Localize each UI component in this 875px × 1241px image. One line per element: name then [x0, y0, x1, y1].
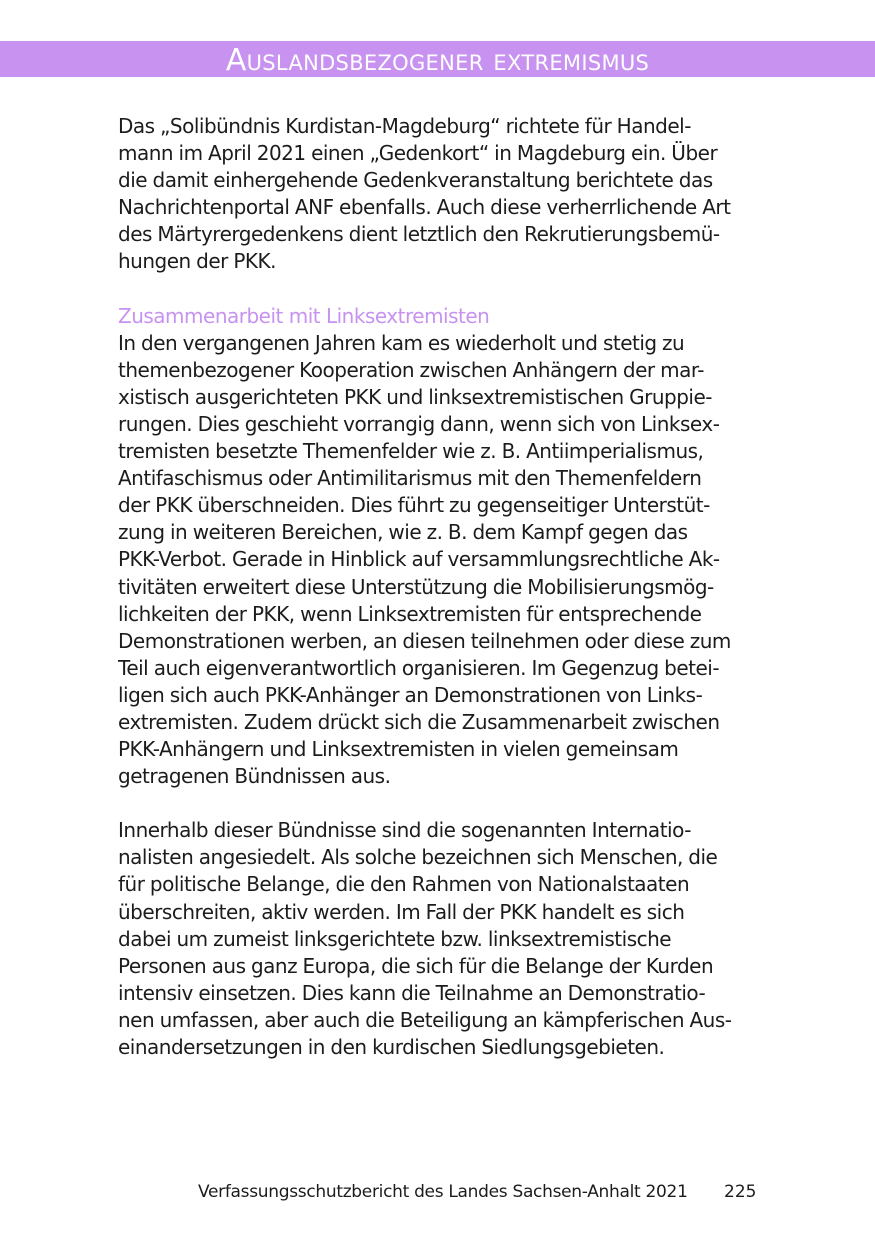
footer-publication-title: Verfassungsschutzbericht des Landes Sachsen-Anhalt 2021 — [198, 1182, 688, 1202]
section-header-title: Auslandsbezogener extremismus — [225, 43, 650, 78]
paragraph-spacer — [118, 790, 768, 817]
paragraph-spacer — [118, 276, 768, 303]
body-paragraph-2: In den vergangenen Jahren kam es wiederholt und stetig zu themenbezogener Kooperation zwischen Anhängern der mar- xistisch ausgerichteten PKK und linksextremistischen Gruppie- rungen. Dies geschieht vorrangig dann, wenn sich von Linksex- tremisten besetzte Themenfelder wie z. B. Antiimperialismus, Antifaschismus oder Antimilitarismus mit den Themenfeldern der PKK überschneiden. Dies führt zu gegenseitiger Unterstüt- zung in weiteren Bereichen, wie z. B. dem Kampf gegen das PKK-Verbot. Gerade in Hinblick auf versammlungsrechtliche Ak- tivitäten erweitert diese Unterstützung die Mobilisierungsmög- lichkeiten der PKK, wenn Linksextremisten für entsprechende Demonstrationen werben, an diesen teilnehmen oder diese zum Teil auch eigenverantwortlich organisieren. Im Gegenzug betei- ligen sich auch PKK-Anhänger an Demonstrationen von Links- extremisten. Zudem drückt sich die Zusammenarbeit zwischen PKK-Anhängern und Linksextremisten in vielen gemeinsam getragenen Bündnissen aus. — [118, 330, 731, 789]
body-paragraph-3: Innerhalb dieser Bündnisse sind die sogenannten Internatio- nalisten angesiedelt. Als solche bezeichnen sich Menschen, die für politische Belange, die den Rahmen von Nationalstaaten überschreiten, aktiv werden. Im Fall der PKK handelt es sich dabei um zumeist linksgerichtete bzw. linksextremistische Personen aus ganz Europa, die sich für die Belange der Kurden intensiv einsetzen. Dies kann die Teilnahme an Demonstratio- nen umfassen, aber auch die Beteiligung an kämpferischen Aus- einandersetzungen in den kurdischen Siedlungsgebieten. — [118, 818, 732, 1059]
body-paragraph-1: Das „Solibündnis Kurdistan-Magdeburg“ richtete für Handel- mann im April 2021 einen „Gedenkort“ in Magdeburg ein. Über die damit einhergehende Gedenkveranstaltung berichtete das Nachrichtenportal ANF ebenfalls. Auch diese verherrlichende Art des Märtyrergedenkens dient letztlich den Rekrutierungsbemü- hungen der PKK. — [118, 114, 731, 274]
page-content — [118, 113, 768, 1061]
page-number: 225 — [724, 1182, 757, 1202]
section-heading: Zusammenarbeit mit Linksextremisten — [118, 303, 490, 328]
